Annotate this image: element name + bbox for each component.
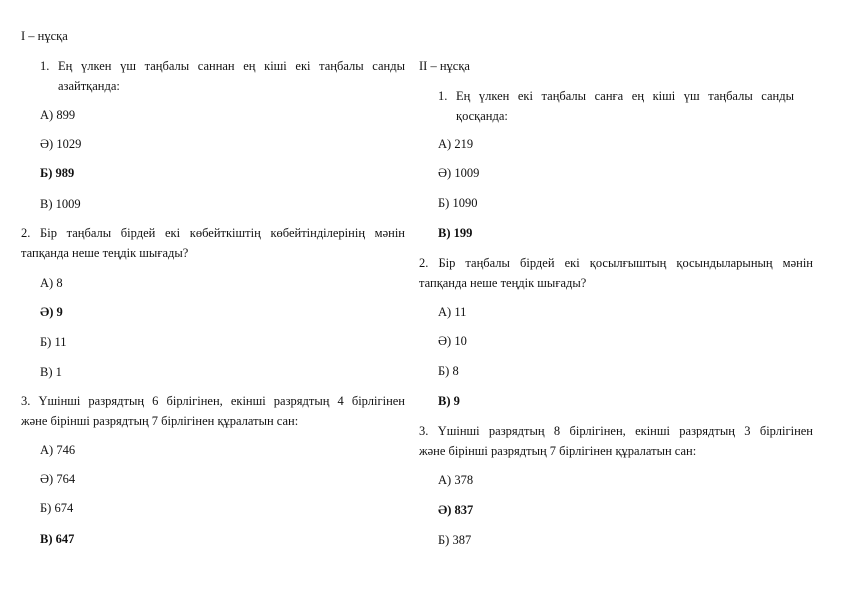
v1-q2-text-line2: тапқанда неше теңдік шығады? <box>21 246 189 260</box>
v1-q1-text-line2: азайтқанда: <box>58 79 120 93</box>
v2-q1-text-line2: қосқанда: <box>456 109 508 123</box>
v1-q2-option-v: В) 1 <box>40 365 62 379</box>
v2-q3-text-line1: 3. Үшінші разрядтың 8 бірлігінен, екінші разрядтың 3 бірлігінен <box>419 424 813 438</box>
v2-q2-text-line1: 2. Бір таңбалы бірдей екі қосылғыштың қосындыларының мәнін <box>419 256 813 270</box>
v2-q3-option-a: А) 378 <box>438 473 474 487</box>
variant-1-title: І – нұсқа <box>21 29 68 43</box>
v1-q1-option-b-correct: Б) 989 <box>40 166 75 180</box>
v2-q1-option-b: Б) 1090 <box>438 196 478 210</box>
v2-q3-option-b: Б) 387 <box>438 533 472 547</box>
v1-q3-option-v-correct: В) 647 <box>40 532 75 546</box>
v1-q3-text-line1: 3. Үшінші разрядтың 6 бірлігінен, екінші разрядтың 4 бірлігінен <box>21 394 405 408</box>
v1-q1-option-v: В) 1009 <box>40 197 81 211</box>
v2-q1-option-v-correct: В) 199 <box>438 226 473 240</box>
v2-q1-option-ae: Ә) 1009 <box>438 166 480 180</box>
v1-q3-option-ae: Ә) 764 <box>40 472 76 486</box>
v1-q3-option-b: Б) 674 <box>40 501 74 515</box>
v1-q2-option-a: А) 8 <box>40 276 63 290</box>
v2-q1-option-a: А) 219 <box>438 137 474 151</box>
v1-q2-option-b: Б) 11 <box>40 335 67 349</box>
v2-q2-option-ae: Ә) 10 <box>438 334 467 348</box>
v1-q3-option-a: А) 746 <box>40 443 76 457</box>
v1-q1-option-a: А) 899 <box>40 108 76 122</box>
v2-q2-option-a: А) 11 <box>438 305 467 319</box>
v2-q2-option-v-correct: В) 9 <box>438 394 460 408</box>
v1-q1-text-line1: 1. Ең үлкен үш таңбалы саннан ең кіші екі таңбалы санды <box>40 59 405 73</box>
v1-q3-text-line2: және бірінші разрядтың 7 бірлігінен құралатын сан: <box>21 414 299 428</box>
v1-q2-text-line1: 2. Бір таңбалы бірдей екі көбейткіштің көбейтінділерінің мәнін <box>21 226 405 240</box>
v2-q2-text-line2: тапқанда неше теңдік шығады? <box>419 276 587 290</box>
v2-q3-text-line2: және бірінші разрядтың 7 бірлігінен құралатын сан: <box>419 444 697 458</box>
variant-2-title: ІІ – нұсқа <box>419 59 470 73</box>
v2-q2-option-b: Б) 8 <box>438 364 459 378</box>
v1-q2-option-ae-correct: Ә) 9 <box>40 305 63 319</box>
v2-q3-option-ae-correct: Ә) 837 <box>438 503 474 517</box>
v2-q1-text-line1: 1. Ең үлкен екі таңбалы санға ең кіші үш таңбалы санды <box>438 89 794 103</box>
v1-q1-option-ae: Ә) 1029 <box>40 137 82 151</box>
